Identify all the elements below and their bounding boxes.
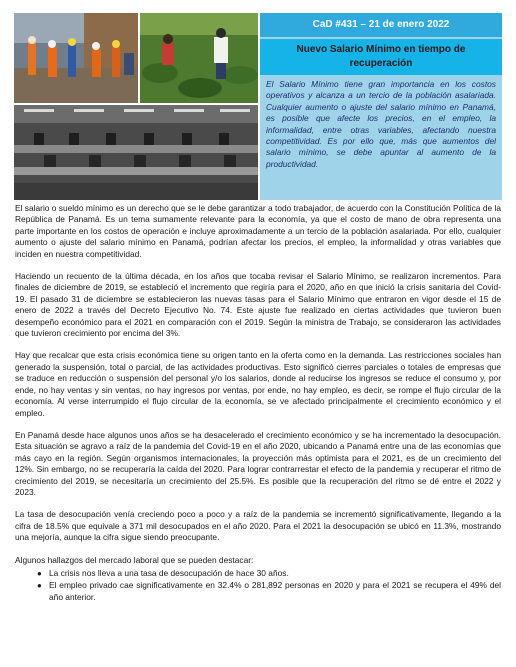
title-line-2: recuperación	[349, 58, 413, 69]
findings-list	[15, 568, 501, 603]
intro-summary: El Salario Mínimo tiene gran importancia en los costos operativos y alcanza a un tercio de la población asalariada. Cualquier aumento o ajuste del salario mínimo en Panamá, es posible que afecte los precios, en el empleo, la informalidad, entre otras variables, afectando nuestra competitividad. Es por ello que, más que aumentos del salario mínimo, se debe apuntar al aumento de la productividad.	[266, 79, 496, 169]
farm-workers-photo	[140, 13, 258, 103]
list-item-text: La crisis nos lleva a una tasa de desocupación de hace 30 años.	[49, 567, 289, 578]
list-item	[37, 568, 501, 579]
construction-workers-photo	[14, 13, 138, 103]
paragraph-5: La tasa de desocupación venía creciendo poco a poco y a raíz de la pandemia se incrementó significativamente, llegando a la cifra de 18.5% que equivale a 371 mil desocupados en el año 2020. Para el 2021 la desocupación se ubicó en 11.3%, mostrando una mejoría, aunque la cifra sigue siendo preocupante.	[15, 509, 501, 543]
empty-office-photo	[14, 105, 258, 200]
title-line-1: Nuevo Salario Mínimo en tiempo de	[296, 44, 466, 55]
list-item-text: El empleo privado cae significativamente en 32.4% o 281,892 personas en 2020 y para el 2021 se recupera el 49% del año anterior.	[49, 580, 501, 602]
photo-collage	[14, 13, 258, 200]
header-panel	[260, 13, 502, 200]
paragraph-4: En Panamá desde hace algunos unos años se ha desacelerado el crecimiento económico y se ha incrementado la desocupación. Esta situación se agravo a raíz de la pandemia del Covid-19 en el año 2020, ubicando a Panamá entre una de las economías que más cayo en la región. Según organismos internacionales, la proyección más optimista para el 2021, es de un crecimiento del 12%. Sin embargo, no se recuperaría la caída del 2020. Para lograr contrarrestar el efecto de la pandemia y recuperar el ritmo de crecimiento del 2019, se necesitaría un crecimiento del 25.5%. Es posible que la recuperación del ritmo se dé entre el 2022 y 2023.	[15, 429, 501, 497]
bullet-icon: ●	[37, 568, 42, 578]
paragraph-2: Haciendo un recuento de la última década, en los años que tocaba revisar el Salario Mínimo, se realizaron incrementos. Para finales de diciembre de 2019, se estableció el incremento que regiría para el 2020, año en que inició la crisis sanitaria del Covid-19. El pasado 31 de diciembre se establecieron las nuevas tasas para el Salario Mínimo que entraron en vigor desde el 15 de enero de 2022 a través del Decreto Ejecutivo No. 74. Este ajuste fue realizado en ciertas actividades que tuvieron buen desempeño económico para el 2021 en comparación con el 2019. Según la ministra de Trabajo, se consideraron las actividades que tuvieron crecimiento por encima del 3%.	[15, 271, 501, 339]
document-title	[260, 39, 502, 75]
bullet-icon: ●	[37, 581, 42, 591]
issue-bar: CaD #431 – 21 de enero 2022	[260, 13, 502, 37]
list-item	[37, 580, 501, 603]
findings-intro: Algunos hallazgos del mercado laboral que se pueden destacar:	[15, 554, 254, 565]
article-body	[15, 203, 501, 604]
paragraph-3: Hay que recalcar que esta crisis económica tiene su origen tanto en la oferta como en la demanda. Las restricciones sociales han generado la suspensión, total o parcial, de las actividades productivas. Esto significó cierres parciales o totales de empresas que se traduce en reducción o suspensión del personal y/o los salarios, donde al reducirse los ingresos se reduce el consumo y, por ende, no hay ventas y sin ventas, no hay ingresos por ventas, por ende, no hay empleo, es decir, se rompe el flujo circular de la economía. Al verse interrumpido el flujo circular de la economía, se ve afectado principalmente el crecimiento económico y el empleo.	[15, 350, 501, 418]
paragraph-1: El salario o sueldo mínimo es un derecho que se le debe garantizar a todo trabajador, de acuerdo con la Constitución Política de la República de Panamá. Es un tema sumamente relevante para la economía, ya que el costo de mano de obra representa una parte importante en los costos de operación e incluye aproximadamente a un tercio de la población asalariada. Por ello, cualquier aumento o ajuste del salario mínimo en Panamá, podrían afectar los precios, el empleo, la informalidad y otras variables que inciden en nuestra competitividad.	[15, 203, 501, 259]
